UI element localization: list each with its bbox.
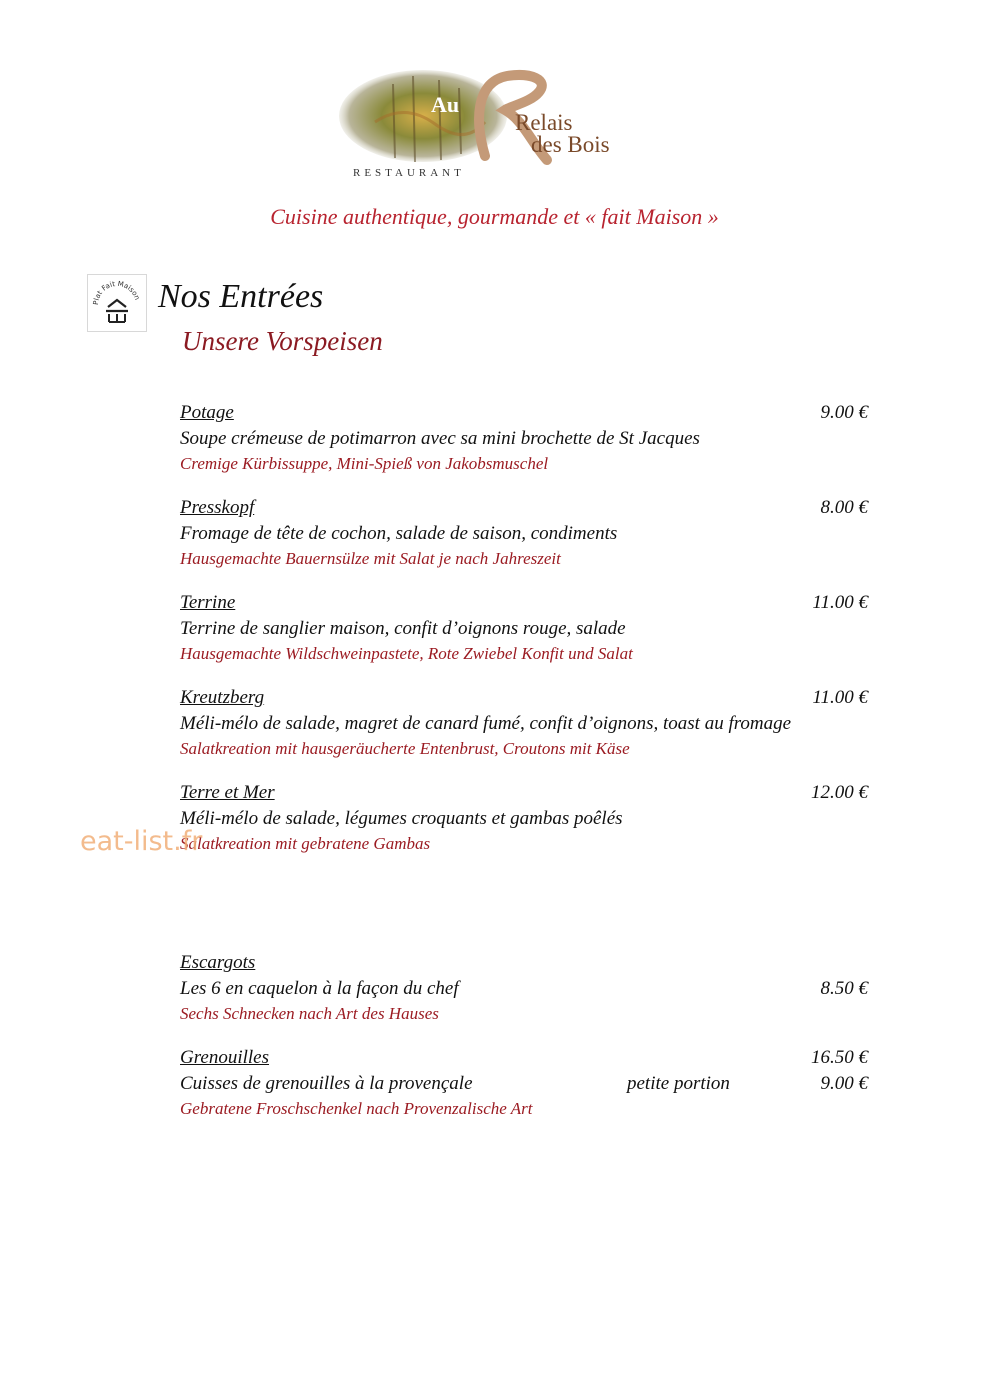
item-name: Grenouilles — [180, 1047, 270, 1068]
item-price: 11.00 € — [812, 592, 868, 613]
item-name: Escargots — [180, 952, 256, 973]
item-description-de: Hausgemachte Bauernsülze mit Salat je nach Jahreszeit — [180, 549, 561, 568]
item-description-fr: Cuisses de grenouilles à la provençale — [180, 1073, 473, 1094]
item-description-de: Gebratene Froschschenkel nach Provenzalische Art — [180, 1099, 533, 1118]
item-description-fr: Méli-mélo de salade, magret de canard fumé, confit d’oignons, toast au fromage — [180, 713, 792, 734]
menu-item-escargots — [180, 950, 868, 1026]
item-description-de: Cremige Kürbissuppe, Mini-Spieß von Jakobsmuschel — [180, 454, 549, 473]
item-description-fr: Méli-mélo de salade, légumes croquants et gambas poêlés — [180, 808, 623, 829]
item-name: Presskopf — [180, 497, 255, 518]
item-name: Kreutzberg — [180, 687, 265, 708]
logo-word-des-bois: des Bois — [531, 132, 610, 157]
item-price: 12.00 € — [811, 782, 868, 803]
petite-portion-label: petite portion — [627, 1073, 730, 1094]
logo-word-au: Au — [431, 92, 460, 117]
item-price: 9.00 € — [820, 402, 868, 423]
item-description-fr: Les 6 en caquelon à la façon du chef — [180, 978, 459, 999]
item-price: 16.50 € — [811, 1047, 868, 1068]
item-price: 11.00 € — [812, 687, 868, 708]
item-name: Potage — [180, 402, 234, 423]
section-title: Nos Entrées — [158, 278, 324, 315]
item-price: 8.00 € — [820, 497, 868, 518]
item-description-de: Sechs Schnecken nach Art des Hauses — [180, 1004, 439, 1023]
logo-word-relais: Relais — [515, 110, 573, 135]
item-name: Terrine — [180, 592, 236, 613]
logo-word-restaurant: RESTAURANT — [353, 167, 465, 179]
item-price: 8.50 € — [820, 978, 868, 999]
watermark: eat-list.fr — [80, 826, 203, 857]
menu-item-grenouilles — [180, 1045, 868, 1121]
menu-item-terre-et-mer — [180, 780, 868, 856]
item-description-de: Hausgemachte Wildschweinpastete, Rote Zwiebel Konfit und Salat — [180, 644, 633, 663]
house-pan-icon — [106, 300, 128, 322]
item-description-fr: Soupe crémeuse de potimarron avec sa mini brochette de St Jacques — [180, 428, 700, 449]
item-name: Terre et Mer — [180, 782, 275, 803]
item-description-de: Salatkreation mit hausgeräucherte Entenbrust, Croutons mit Käse — [180, 739, 630, 758]
menu-item-potage — [180, 400, 868, 476]
item-description-fr: Fromage de tête de cochon, salade de saison, condiments — [180, 523, 618, 544]
badge-text: Plat Fait Maison — [91, 279, 142, 306]
petite-portion-price: 9.00 € — [820, 1073, 868, 1094]
restaurant-logo — [335, 62, 645, 180]
item-description-fr: Terrine de sanglier maison, confit d’oignons rouge, salade — [180, 618, 626, 639]
menu-item-terrine — [180, 590, 868, 666]
menu-item-kreutzberg — [180, 685, 868, 761]
section-subtitle: Unsere Vorspeisen — [182, 326, 383, 356]
menu-item-presskopf — [180, 495, 868, 571]
tagline: Cuisine authentique, gourmande et « fait Maison » — [270, 204, 719, 229]
fait-maison-badge — [87, 274, 147, 332]
item-description-de: Salatkreation mit gebratene Gambas — [180, 834, 431, 853]
